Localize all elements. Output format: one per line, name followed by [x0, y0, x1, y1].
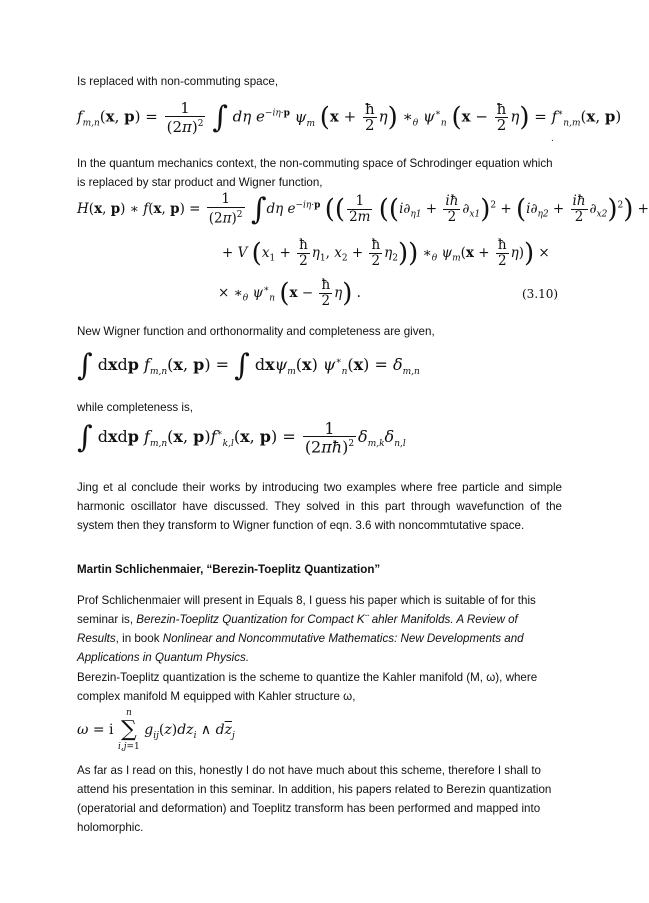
equation-orthonormality: ∫ dxdp $f_{m,n}(x$, p) = ∫ dxψ$_m$(x) $\psi^∗_n(x) = \delta_{m,n}$: [77, 348, 420, 383]
book-title: Nonlinear and Noncommutative Mathematics: New Developments and Applications in Quantum Physics.: [77, 632, 524, 664]
paragraph-berezin-toeplitz: Berezin-Toeplitz quantization is the scheme to quantize the Kahler manifold (M, ω), where complex manifold M equipped with Kahler structure ω,: [77, 671, 538, 703]
paper-title: Berezin-Toeplitz Quantization for Compact K¨ ahler Manifolds. A Review of Results: [77, 613, 518, 645]
stray-dot: .: [551, 133, 554, 144]
paragraph-completeness: while completeness is,: [77, 401, 193, 414]
paragraph-text: , in book: [115, 632, 163, 645]
paragraph-orthonormality: New Wigner function and orthonormality and completeness are given,: [77, 325, 435, 338]
equation-hamiltonian-line2: + V ($x_1$ + $\frac{ħ}{2}$ $\eta_1$, $x_2$ + $\frac{ħ}{2}$ $\eta_2$)) $∗_\theta$ $\psi_m(x$ + $\frac{ħ}{2}$ η)) ×: [222, 237, 550, 269]
section-heading: Martin Schlichenmaier, “Berezin-Toeplitz Quantization”: [77, 563, 381, 576]
equation-hamiltonian-line1: H(x, p) ∗ f(x, p) = $\frac{1}{(2\pi)^2}$ ∫dη $e^{-i\eta\cdot p}$ (( $\frac{1}{2m}$ (($i\partial_{\eta 1}$ + $\frac{iħ}{2}$ $\partial_{x1})^2 + (i\partial_{\eta 2}$ + $\frac{iħ}{2}$ $\partial_{x2})^2$) +: [77, 191, 649, 227]
equation-wigner-function: $f_{m,n}(x$, p) = $\frac{1}{(2\pi)^2}$ ∫ dη $e^{-i\eta\cdot p}$ $\psi_m$ (x + $\frac{ħ}{2}$ η) $∗_\theta$ $\psi^∗_n$ (x − $\frac{ħ}{2}$ $\eta) = f^∗_{n,m}(x$, p): [77, 98, 622, 136]
equation-hamiltonian-line3: × $∗_\theta$ $\psi^∗_n$ (x − $\frac{ħ}{2}$ η) .: [218, 277, 361, 309]
equation-kahler-form: ω = i n ∑ i,j=1 $g_{ij}(z)dz_i$ ∧ $d\overline{z}_j$: [77, 708, 235, 752]
paragraph-closing: As far as I read on this, honestly I do not have much about this scheme, therefore I shall to attend his presentation in this seminar. In addition, his papers related to Berezin quantization (operatorial and deformation) and Toeplitz transform has been performed and mapped into holomorphic.: [77, 764, 552, 834]
paragraph-text: Prof Schlichenmaier will present in Equals 8, I guess his paper which is suitable of for this seminar is,: [77, 594, 536, 626]
paragraph-star-product: In the quantum mechanics context, the non-commuting space of Schrodinger equation which is replaced by star product and Wigner function,: [77, 157, 553, 189]
paragraph-schlichenmaier: [77, 591, 562, 667]
paragraph-jing-conclusion: Jing et al conclude their works by introducing two examples where free particle and simple harmonic oscillator have discussed. They solved in this part through wavefunction of the system then they transform to Wigner function of eqn. 3.6 with noncommtutative space.: [77, 481, 562, 532]
equation-completeness: ∫ dxdp $f_{m,n}(x$, $p)f^∗_{k,l}(x$, p) = $\frac{1}{(2\pi ħ)^2}$ $\delta_{m,k}\delta_{n,l}$: [77, 418, 406, 457]
equation-number: (3.10): [522, 287, 559, 301]
paragraph-intro: Is replaced with non-commuting space,: [77, 75, 279, 88]
